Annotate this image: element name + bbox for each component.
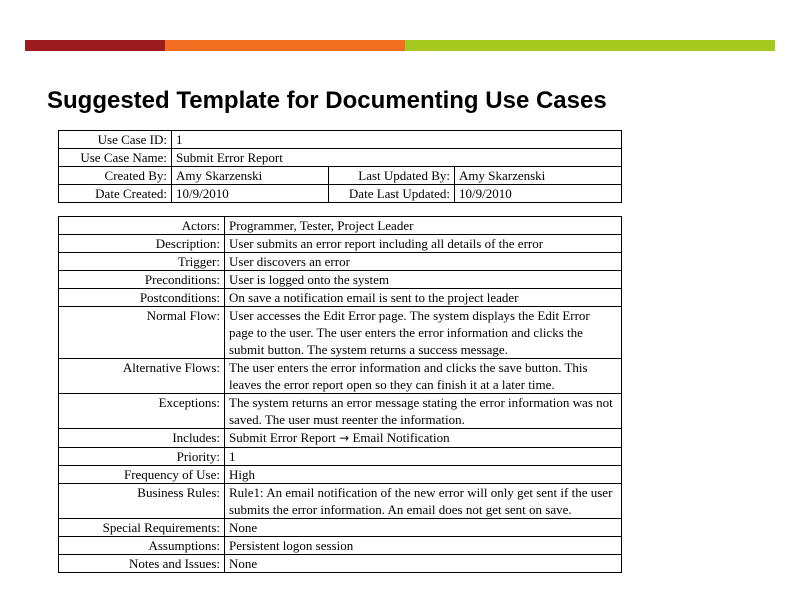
table-row [59, 131, 622, 149]
includes-to: Email Notification [352, 430, 450, 445]
frequency-of-use-label: Frequency of Use: [59, 466, 225, 484]
postconditions-label: Postconditions: [59, 289, 225, 307]
includes-value [225, 429, 622, 448]
last-updated-by-label: Last Updated By: [329, 167, 455, 185]
assumptions-value: Persistent logon session [225, 537, 622, 555]
accent-bar-segment-green [405, 40, 775, 51]
priority-label: Priority: [59, 448, 225, 466]
table-row [59, 466, 622, 484]
table-row [59, 448, 622, 466]
table-row [59, 253, 622, 271]
arrow-right-icon: → [339, 431, 350, 445]
slide-title: Suggested Template for Documenting Use Cases [47, 87, 607, 114]
table-row [59, 235, 622, 253]
use-case-name-label: Use Case Name: [59, 149, 172, 167]
business-rules-value: Rule1: An email notification of the new error will only get sent if the user submits the error information. An email does not get sent on save. [225, 484, 622, 519]
frequency-of-use-value: High [225, 466, 622, 484]
notes-and-issues-value: None [225, 555, 622, 573]
created-by-value: Amy Skarzenski [172, 167, 329, 185]
accent-bar-segment-red [25, 40, 165, 51]
assumptions-label: Assumptions: [59, 537, 225, 555]
table-row [59, 537, 622, 555]
exceptions-label: Exceptions: [59, 394, 225, 429]
notes-and-issues-label: Notes and Issues: [59, 555, 225, 573]
date-created-label: Date Created: [59, 185, 172, 203]
last-updated-by-value: Amy Skarzenski [455, 167, 622, 185]
trigger-label: Trigger: [59, 253, 225, 271]
date-last-updated-value: 10/9/2010 [455, 185, 622, 203]
table-row [59, 149, 622, 167]
actors-value: Programmer, Tester, Project Leader [225, 217, 622, 235]
description-value: User submits an error report including all details of the error [225, 235, 622, 253]
business-rules-label: Business Rules: [59, 484, 225, 519]
table-row [59, 289, 622, 307]
table-row [59, 394, 622, 429]
table-row [59, 519, 622, 537]
description-label: Description: [59, 235, 225, 253]
normal-flow-value: User accesses the Edit Error page. The system displays the Edit Error page to the user. The user enters the error information and clicks the submit button. The system returns a success message. [225, 307, 622, 359]
includes-label: Includes: [59, 429, 225, 448]
actors-label: Actors: [59, 217, 225, 235]
use-case-details-table [58, 216, 622, 573]
table-row [59, 429, 622, 448]
alternative-flows-label: Alternative Flows: [59, 359, 225, 394]
use-case-id-value: 1 [172, 131, 622, 149]
use-case-name-value: Submit Error Report [172, 149, 622, 167]
alternative-flows-value: The user enters the error information and clicks the save button. This leaves the error report open so they can finish it at a later time. [225, 359, 622, 394]
accent-bar-segment-orange [165, 40, 405, 51]
accent-bar [25, 40, 775, 51]
use-case-id-label: Use Case ID: [59, 131, 172, 149]
includes-from: Submit Error Report [229, 430, 336, 445]
date-created-value: 10/9/2010 [172, 185, 329, 203]
table-row [59, 484, 622, 519]
table-row [59, 167, 622, 185]
table-row [59, 217, 622, 235]
postconditions-value: On save a notification email is sent to the project leader [225, 289, 622, 307]
normal-flow-label: Normal Flow: [59, 307, 225, 359]
exceptions-value: The system returns an error message stating the error information was not saved. The user must reenter the information. [225, 394, 622, 429]
table-row [59, 359, 622, 394]
trigger-value: User discovers an error [225, 253, 622, 271]
date-last-updated-label: Date Last Updated: [329, 185, 455, 203]
preconditions-value: User is logged onto the system [225, 271, 622, 289]
table-row [59, 307, 622, 359]
table-row [59, 271, 622, 289]
table-row [59, 185, 622, 203]
use-case-header-table [58, 130, 622, 203]
special-requirements-value: None [225, 519, 622, 537]
table-row [59, 555, 622, 573]
created-by-label: Created By: [59, 167, 172, 185]
special-requirements-label: Special Requirements: [59, 519, 225, 537]
priority-value: 1 [225, 448, 622, 466]
preconditions-label: Preconditions: [59, 271, 225, 289]
